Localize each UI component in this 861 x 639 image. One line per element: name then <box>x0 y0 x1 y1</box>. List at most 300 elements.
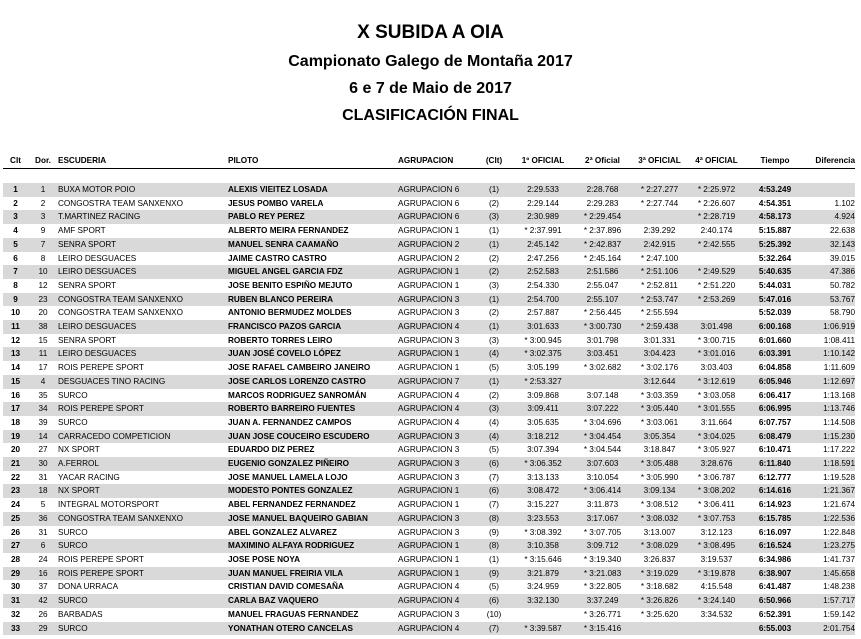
escuderia-cell: CONGOSTRA TEAM SANXENXO <box>58 198 183 208</box>
run-1-cell: 2:45.142 <box>512 238 574 252</box>
position-cell: 2 <box>13 198 18 208</box>
table-row <box>3 457 855 471</box>
group-position-cell: (7) <box>476 622 512 636</box>
escuderia-cell: AMF SPORT <box>58 226 106 236</box>
piloto-cell: EUGENIO GONZALEZ PIÑEIRO <box>228 457 398 471</box>
run-1-cell: 2:47.256 <box>527 253 559 263</box>
run-4-cell: * 3:08.495 <box>688 539 745 553</box>
run-4-cell: * 2:49.529 <box>688 265 745 279</box>
escuderia-cell: YACAR RACING <box>58 472 120 482</box>
position-cell: 1 <box>3 183 28 197</box>
group-position-cell: (7) <box>488 472 499 482</box>
position-cell: 18 <box>10 417 21 427</box>
run-1-cell: 3:15.227 <box>527 500 559 510</box>
agrupacion-cell: AGRUPACION 1 <box>398 500 460 510</box>
run-4-cell: 2:40.174 <box>700 226 733 236</box>
group-position-cell: (3) <box>488 280 499 290</box>
tiempo-cell: 6:16.524 <box>745 539 805 553</box>
position-cell: 6 <box>13 253 18 263</box>
diferencia-cell: 32.143 <box>805 238 855 252</box>
run-1-cell: 3:05.199 <box>527 363 559 373</box>
diferencia-cell: 1:10.142 <box>805 347 855 361</box>
run-1-cell: * 2:53.327 <box>512 375 574 389</box>
col-header-escuderia: ESCUDERIA <box>58 155 107 165</box>
dorsal-cell: 34 <box>28 402 58 416</box>
tiempo-cell: 5:15.887 <box>758 226 792 236</box>
escuderia-cell: SURCO <box>58 622 228 636</box>
piloto-cell: CRISTIAN DAVID COMESAÑA <box>228 582 344 592</box>
diferencia-cell: 1:21.367 <box>805 484 855 498</box>
dorsal-cell: 31 <box>38 472 48 482</box>
run-1-cell: 2:52.583 <box>512 265 574 279</box>
agrupacion-cell: AGRUPACION 3 <box>398 335 460 345</box>
dorsal-cell: 11 <box>28 347 58 361</box>
group-position-cell: (5) <box>488 363 499 373</box>
col-header-tiempo: Tiempo <box>760 155 790 165</box>
run-1-cell: 3:18.212 <box>512 430 574 444</box>
diferencia-cell: 1:48.238 <box>823 582 855 592</box>
table-row <box>3 402 855 416</box>
agrupacion-cell: AGRUPACION 3 <box>398 609 460 619</box>
group-position-cell: (7) <box>488 500 499 510</box>
dorsal-cell: 31 <box>38 527 48 537</box>
run-1-cell: * 3:15.646 <box>524 554 562 564</box>
col-header-run-3: 3ª OFICIAL <box>638 155 681 165</box>
escuderia-cell: CONGOSTRA TEAM SANXENXO <box>58 512 228 526</box>
piloto-cell: FRANCISCO PAZOS GARCIA <box>228 320 398 334</box>
position-cell: 8 <box>13 280 18 290</box>
agrupacion-cell: AGRUPACION 4 <box>398 417 460 427</box>
position-cell: 25 <box>3 512 28 526</box>
agrupacion-cell: AGRUPACION 1 <box>398 567 476 581</box>
run-1-cell: * 3:00.945 <box>524 335 562 345</box>
group-position-cell: (4) <box>476 347 512 361</box>
agrupacion-cell: AGRUPACION 3 <box>398 472 460 482</box>
col-header-dorsal: Dor. <box>35 155 51 165</box>
run-1-cell: 3:05.635 <box>527 417 559 427</box>
group-position-cell: (6) <box>476 594 512 608</box>
piloto-cell: PABLO REY PEREZ <box>228 210 398 224</box>
col-header-piloto: PILOTO <box>228 155 259 165</box>
tiempo-cell: 6:55.003 <box>745 622 805 636</box>
run-3-cell: 3:13.007 <box>643 527 676 537</box>
position-cell: 12 <box>10 335 21 345</box>
position-cell: 29 <box>3 567 28 581</box>
agrupacion-cell: AGRUPACION 3 <box>398 445 460 455</box>
position-cell: 5 <box>3 238 28 252</box>
col-header-clt: Clt <box>10 155 21 165</box>
tiempo-cell: 5:52.039 <box>758 308 792 318</box>
run-2-cell: 2:55.107 <box>574 293 631 307</box>
table-row <box>3 265 855 279</box>
dorsal-cell: 7 <box>28 238 58 252</box>
group-position-cell: (6) <box>476 484 512 498</box>
tiempo-cell: 6:03.391 <box>745 347 805 361</box>
run-3-cell: * 3:05.440 <box>631 402 688 416</box>
dorsal-cell: 5 <box>40 500 46 510</box>
escuderia-cell: BARBADAS <box>58 609 103 619</box>
run-3-cell: * 2:27.277 <box>631 183 688 197</box>
agrupacion-cell: AGRUPACION 6 <box>398 183 476 197</box>
spacer-row <box>3 169 855 184</box>
position-cell: 11 <box>3 320 28 334</box>
dorsal-cell: 18 <box>28 484 58 498</box>
position-cell: 15 <box>3 375 28 389</box>
run-4-cell: * 3:06.787 <box>697 472 736 482</box>
dorsal-cell: 8 <box>40 253 46 263</box>
diferencia-cell: 1:41.737 <box>823 554 855 564</box>
table-row <box>3 293 855 307</box>
agrupacion-cell: AGRUPACION 7 <box>398 375 476 389</box>
dorsal-cell: 17 <box>38 363 48 373</box>
table-row <box>3 512 855 526</box>
run-1-cell: 3:08.472 <box>512 484 574 498</box>
run-3-cell: 3:18.847 <box>643 445 676 455</box>
run-2-cell: * 3:15.416 <box>574 622 631 636</box>
run-1-cell: 3:09.868 <box>527 390 559 400</box>
run-1-cell: 3:32.130 <box>512 594 574 608</box>
run-2-cell: * 3:07.705 <box>583 527 622 537</box>
run-1-cell: 3:13.133 <box>527 472 559 482</box>
run-4-cell: 3:19.537 <box>700 554 733 564</box>
run-1-cell: * 3:39.587 <box>512 622 574 636</box>
escuderia-cell: DESGUACES TINO RACING <box>58 375 228 389</box>
piloto-cell: ROBERTO BARREIRO FUENTES <box>228 402 398 416</box>
tiempo-cell: 6:07.757 <box>758 417 792 427</box>
piloto-cell: MANUEL FRAGUAS FERNANDEZ <box>228 609 359 619</box>
piloto-cell: RUBEN BLANCO PEREIRA <box>228 293 398 307</box>
dorsal-cell: 9 <box>40 226 46 236</box>
table-row <box>3 197 855 211</box>
run-4-cell: * 3:19.878 <box>688 567 745 581</box>
group-position-cell: (4) <box>476 430 512 444</box>
run-2-cell: 3:07.222 <box>574 402 631 416</box>
run-4-cell: * 3:00.715 <box>697 335 736 345</box>
dorsal-cell: 30 <box>28 457 58 471</box>
group-position-cell: (2) <box>488 253 499 263</box>
group-position-cell: (1) <box>476 320 512 334</box>
tiempo-cell: 5:47.016 <box>745 293 805 307</box>
dorsal-cell: 36 <box>28 512 58 526</box>
group-position-cell: (1) <box>488 554 499 564</box>
run-1-cell: 3:24.959 <box>527 582 559 592</box>
dorsal-cell: 6 <box>28 539 58 553</box>
position-cell: 32 <box>10 609 21 619</box>
table-row <box>3 443 855 457</box>
position-cell: 14 <box>10 363 21 373</box>
group-position-cell: (8) <box>476 512 512 526</box>
escuderia-cell: SURCO <box>58 390 88 400</box>
dorsal-cell: 24 <box>38 554 48 564</box>
escuderia-cell: A.FERROL <box>58 457 228 471</box>
run-4-cell: * 3:08.202 <box>688 484 745 498</box>
run-3-cell: * 3:05.990 <box>640 472 679 482</box>
event-dates: 6 e 7 de Maio de 2017 <box>349 80 512 97</box>
group-position-cell: (5) <box>488 582 499 592</box>
tiempo-cell: 6:14.923 <box>758 500 792 510</box>
run-3-cell: 2:42.915 <box>631 238 688 252</box>
run-2-cell: 3:07.148 <box>586 390 619 400</box>
run-3-cell: 3:05.354 <box>631 430 688 444</box>
run-3-cell <box>631 622 688 636</box>
table-row <box>3 526 855 540</box>
table-row <box>3 430 855 444</box>
agrupacion-cell: AGRUPACION 3 <box>398 512 476 526</box>
run-2-cell: 3:01.798 <box>586 335 619 345</box>
group-position-cell: (5) <box>488 445 499 455</box>
piloto-cell: EDUARDO DIZ PEREZ <box>228 445 315 455</box>
run-3-cell: * 2:51.106 <box>631 265 688 279</box>
table-row <box>3 580 855 594</box>
group-position-cell: (1) <box>476 183 512 197</box>
run-1-cell: 2:30.989 <box>512 210 574 224</box>
tiempo-cell: 6:11.840 <box>745 457 805 471</box>
run-2-cell: * 3:22.805 <box>583 582 622 592</box>
group-position-cell: (4) <box>488 417 499 427</box>
run-2-cell: 2:29.283 <box>586 198 619 208</box>
run-2-cell: * 3:26.771 <box>583 609 622 619</box>
table-row <box>3 484 855 498</box>
diferencia-cell: 47.386 <box>805 265 855 279</box>
run-4-cell: * 2:26.607 <box>697 198 736 208</box>
dorsal-cell: 35 <box>38 390 48 400</box>
group-position-cell: (2) <box>488 390 499 400</box>
agrupacion-cell: AGRUPACION 1 <box>398 265 476 279</box>
run-2-cell: 3:17.067 <box>574 512 631 526</box>
run-2-cell: * 3:19.340 <box>583 554 622 564</box>
tiempo-cell: 4:53.249 <box>745 183 805 197</box>
tiempo-cell: 6:06.417 <box>758 390 792 400</box>
position-cell: 24 <box>10 500 21 510</box>
col-header-run-1: 1º OFICIAL <box>521 155 565 165</box>
position-cell: 31 <box>3 594 28 608</box>
run-4-cell: * 2:42.555 <box>688 238 745 252</box>
diferencia-cell: 50.782 <box>829 280 855 290</box>
position-cell: 7 <box>3 265 28 279</box>
run-3-cell: * 3:08.512 <box>640 500 679 510</box>
run-3-cell: * 3:03.359 <box>640 390 679 400</box>
diferencia-cell: 1:12.697 <box>805 375 855 389</box>
piloto-cell: JOSE BENITO ESPIÑO MEJUTO <box>228 280 353 290</box>
results-body <box>3 169 855 636</box>
run-3-cell: * 2:52.811 <box>641 280 678 290</box>
table-row <box>3 594 855 608</box>
diferencia-cell: 4.924 <box>805 210 855 224</box>
diferencia-cell: 1:08.411 <box>823 335 855 345</box>
piloto-cell: CARLA BAZ VAQUERO <box>228 594 398 608</box>
dorsal-cell: 42 <box>28 594 58 608</box>
run-3-cell: 3:01.331 <box>643 335 676 345</box>
dorsal-cell: 1 <box>28 183 58 197</box>
table-row <box>3 306 855 320</box>
agrupacion-cell: AGRUPACION 1 <box>398 539 476 553</box>
group-position-cell: (1) <box>476 238 512 252</box>
run-4-cell: * 2:28.719 <box>688 210 745 224</box>
col-header-run-4: 4ª OFICIAL <box>695 155 738 165</box>
run-3-cell <box>631 210 688 224</box>
run-3-cell: * 2:55.594 <box>640 308 679 318</box>
run-4-cell: * 3:05.927 <box>697 445 736 455</box>
agrupacion-cell: AGRUPACION 4 <box>398 320 476 334</box>
run-2-cell: * 3:21.083 <box>574 567 631 581</box>
run-4-cell: 3:03.403 <box>700 363 733 373</box>
agrupacion-cell: AGRUPACION 4 <box>398 402 476 416</box>
tiempo-cell: 6:34.986 <box>758 554 792 564</box>
col-header-run-2: 2ª Oficial <box>585 155 620 165</box>
piloto-cell: ABEL FERNANDEZ FERNANDEZ <box>228 500 356 510</box>
piloto-cell: JOSE POSE NOYA <box>228 554 301 564</box>
run-4-cell: * 3:01.555 <box>688 402 745 416</box>
run-1-cell: 3:07.394 <box>527 445 559 455</box>
escuderia-cell: LEIRO DESGUACES <box>58 320 228 334</box>
escuderia-cell: BUXA MOTOR POIO <box>58 183 228 197</box>
table-row <box>3 416 855 430</box>
diferencia-cell: 1:57.717 <box>805 594 855 608</box>
dorsal-cell: 37 <box>38 582 48 592</box>
agrupacion-cell: AGRUPACION 6 <box>398 198 460 208</box>
dorsal-cell: 15 <box>38 335 48 345</box>
escuderia-cell: CONGOSTRA TEAM SANXENXO <box>58 293 228 307</box>
agrupacion-cell: AGRUPACION 4 <box>398 390 460 400</box>
escuderia-cell: INTEGRAL MOTORSPORT <box>58 500 160 510</box>
escuderia-cell: ROIS PEREPE SPORT <box>58 554 144 564</box>
agrupacion-cell: AGRUPACION 3 <box>398 457 476 471</box>
run-2-cell: 3:37.249 <box>574 594 631 608</box>
escuderia-cell: T.MARTINEZ RACING <box>58 210 228 224</box>
run-1-cell: 2:29.144 <box>527 198 559 208</box>
tiempo-cell: 5:25.392 <box>745 238 805 252</box>
dorsal-cell: 10 <box>28 265 58 279</box>
diferencia-cell: 1:45.658 <box>805 567 855 581</box>
position-cell: 30 <box>10 582 21 592</box>
escuderia-cell: ROIS PEREPE SPORT <box>58 402 228 416</box>
run-4-cell: * 3:12.619 <box>688 375 745 389</box>
dorsal-cell: 4 <box>28 375 58 389</box>
dorsal-cell: 26 <box>38 609 48 619</box>
table-row <box>3 553 855 567</box>
run-4-cell: * 2:25.972 <box>688 183 745 197</box>
piloto-cell: MIGUEL ANGEL GARCIA FDZ <box>228 265 398 279</box>
tiempo-cell: 5:44.031 <box>758 280 792 290</box>
diferencia-cell: 1:23.275 <box>805 539 855 553</box>
run-3-cell: 3:12.644 <box>631 375 688 389</box>
position-cell: 13 <box>3 347 28 361</box>
run-4-cell: 3:34.532 <box>700 609 733 619</box>
event-title: X SUBIDA A OIA <box>357 22 504 43</box>
escuderia-cell: ROIS PEREPE SPORT <box>58 567 228 581</box>
piloto-cell: MAXIMINO ALFAYA RODRIGUEZ <box>228 539 398 553</box>
diferencia-cell: 1:15.230 <box>805 430 855 444</box>
run-4-cell: * 3:03.058 <box>697 390 736 400</box>
position-cell: 26 <box>10 527 21 537</box>
table-row <box>3 252 855 266</box>
diferencia-cell: 1:14.508 <box>823 417 855 427</box>
table-row <box>3 375 855 389</box>
position-cell: 28 <box>10 554 21 564</box>
run-1-cell: 3:09.411 <box>512 402 574 416</box>
diferencia-cell: 1:19.528 <box>823 472 855 482</box>
run-1-cell <box>512 608 574 622</box>
run-2-cell: * 2:56.445 <box>583 308 622 318</box>
position-cell: 4 <box>13 226 18 236</box>
agrupacion-cell: AGRUPACION 1 <box>398 280 460 290</box>
diferencia-cell: 1.102 <box>834 198 855 208</box>
group-position-cell: (1) <box>476 375 512 389</box>
escuderia-cell: LEIRO DESGUACES <box>58 253 137 263</box>
position-cell: 17 <box>3 402 28 416</box>
piloto-cell: MODESTO PONTES GONZALEZ <box>228 484 398 498</box>
agrupacion-cell: AGRUPACION 3 <box>398 430 476 444</box>
run-4-cell: 3:28.676 <box>688 457 745 471</box>
dorsal-cell: 14 <box>28 430 58 444</box>
col-header-group-position: (Clt) <box>485 155 503 165</box>
tiempo-cell: 6:12.777 <box>758 472 792 482</box>
tiempo-cell: 6:00.168 <box>745 320 805 334</box>
position-cell: 33 <box>3 622 28 636</box>
piloto-cell: YONATHAN OTERO CANCELAS <box>228 622 398 636</box>
run-3-cell: 3:04.423 <box>631 347 688 361</box>
tiempo-cell: 5:32.264 <box>758 253 792 263</box>
position-cell: 9 <box>3 293 28 307</box>
col-header-agrupacion: AGRUPACION <box>398 155 454 165</box>
group-position-cell: (2) <box>488 198 499 208</box>
run-2-cell: * 3:02.682 <box>583 363 622 373</box>
position-cell: 19 <box>3 430 28 444</box>
diferencia-cell: 1:59.142 <box>823 609 855 619</box>
group-position-cell: (2) <box>488 308 499 318</box>
run-3-cell: * 3:26.826 <box>631 594 688 608</box>
run-3-cell: * 2:27.744 <box>640 198 679 208</box>
diferencia-cell: 1:17.222 <box>823 445 855 455</box>
piloto-cell: ALBERTO MEIRA FERNANDEZ <box>228 226 349 236</box>
table-row <box>3 608 855 622</box>
piloto-cell: ANTONIO BERMUDEZ MOLDES <box>228 308 352 318</box>
tiempo-cell: 6:06.995 <box>745 402 805 416</box>
tiempo-cell: 6:16.097 <box>758 527 792 537</box>
diferencia-cell <box>805 183 855 197</box>
table-row <box>3 539 855 553</box>
piloto-cell: JUAN JOSÉ COVELO LÓPEZ <box>228 347 398 361</box>
run-3-cell: * 2:53.747 <box>631 293 688 307</box>
piloto-cell: JOSE MANUEL BAQUEIRO GABIAN <box>228 512 398 526</box>
group-position-cell: (10) <box>486 609 502 619</box>
run-3-cell: 3:09.134 <box>631 484 688 498</box>
run-4-cell <box>688 306 745 320</box>
run-2-cell: * 2:42.837 <box>574 238 631 252</box>
escuderia-cell: NX SPORT <box>58 484 228 498</box>
group-position-cell: (3) <box>476 402 512 416</box>
table-row <box>3 347 855 361</box>
escuderia-cell: SENRA SPORT <box>58 335 117 345</box>
run-3-cell: * 3:08.032 <box>631 512 688 526</box>
piloto-cell: MANUEL SENRA CAAMAÑO <box>228 238 398 252</box>
run-3-cell: * 3:25.620 <box>640 609 679 619</box>
table-row <box>3 471 855 485</box>
dorsal-cell: 23 <box>28 293 58 307</box>
group-position-cell: (1) <box>488 226 499 236</box>
run-4-cell: * 3:06.411 <box>698 500 735 510</box>
table-row <box>3 334 855 348</box>
run-1-cell: 3:23.553 <box>512 512 574 526</box>
position-cell: 10 <box>10 308 21 318</box>
results-table <box>3 152 855 635</box>
tiempo-cell: 6:08.479 <box>745 430 805 444</box>
run-2-cell: 3:07.603 <box>574 457 631 471</box>
run-2-cell: 2:28.768 <box>574 183 631 197</box>
dorsal-cell: 29 <box>28 622 58 636</box>
group-position-cell: (8) <box>476 539 512 553</box>
dorsal-cell: 27 <box>38 445 48 455</box>
